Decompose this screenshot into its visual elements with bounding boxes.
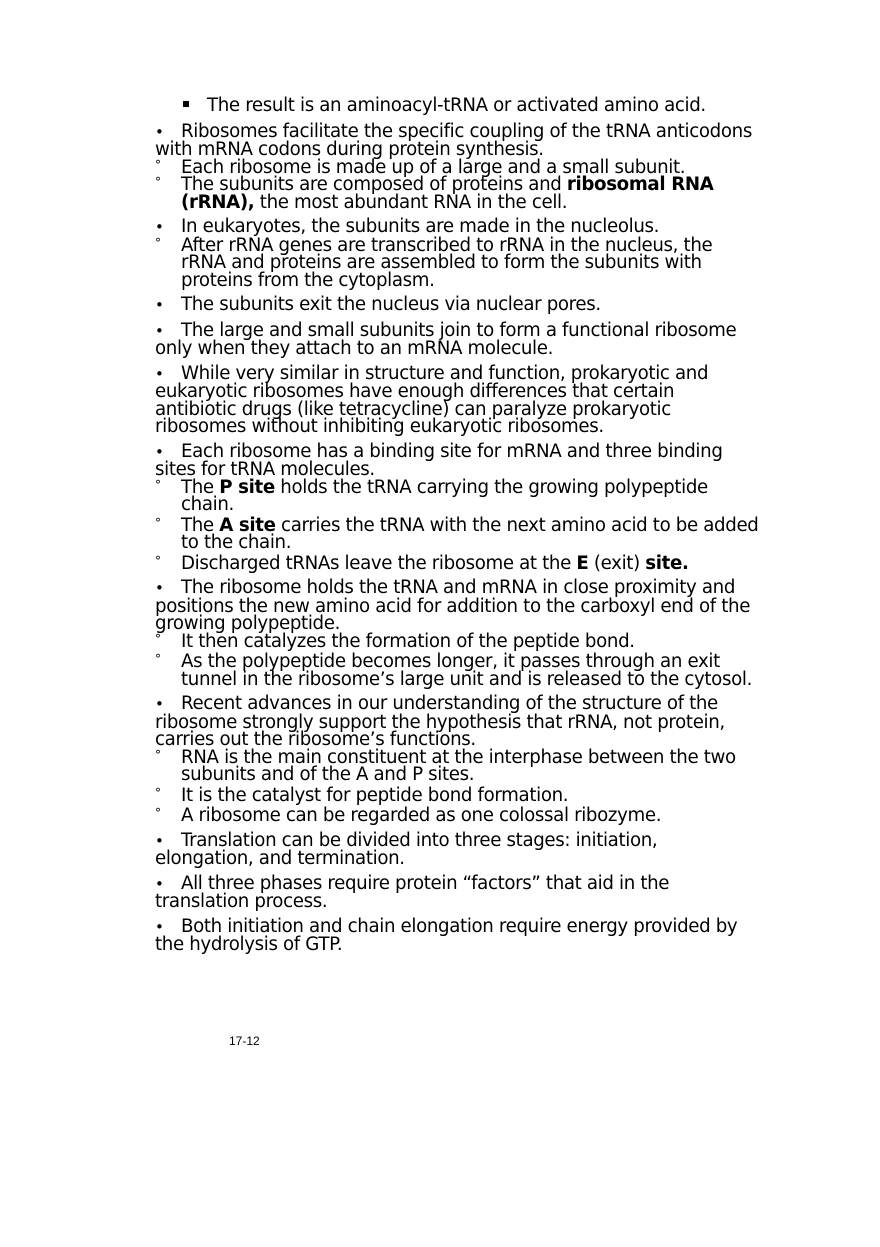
bold-term: E — [576, 552, 589, 574]
sub-item-text: A ribosome can be regarded as one colossal ribozyme. — [181, 805, 662, 826]
sub-item-text: It then catalyzes the formation of the peptide bond. — [181, 630, 635, 652]
square-bullet-icon — [183, 101, 189, 107]
bullet-icon: • — [155, 917, 164, 936]
sub-item-text: Discharged tRNAs leave the ribosome at the — [181, 552, 577, 574]
sub-item — [155, 653, 760, 688]
bullet-paragraph — [155, 296, 760, 315]
paragraph-text: Recent advances in our understanding of the structure of the ribosome strongly support the hypothesis that rRNA, not protein, carries out the ribosome’s functions. — [155, 693, 725, 750]
sub-item-text: carries the tRNA with the next amino acid to be added to the chain. — [181, 514, 759, 553]
degree-bullet-icon: ° — [155, 652, 161, 666]
bullet-paragraph — [155, 319, 760, 359]
bullet-icon: • — [155, 218, 164, 236]
bullet-icon: • — [155, 364, 164, 383]
degree-bullet-icon: ° — [155, 477, 161, 492]
sub-item — [155, 552, 760, 574]
bullet-paragraph — [155, 362, 760, 437]
sub-item-text: The — [181, 514, 220, 536]
square-bullet-item — [155, 97, 760, 115]
bullet-icon: • — [155, 296, 164, 314]
bullet-icon: • — [155, 695, 164, 713]
bullet-icon: • — [155, 442, 164, 461]
sub-item-text: RNA is the main constituent at the interphase between the two subunits and of the A and P sites. — [181, 746, 736, 785]
sub-item — [155, 176, 760, 211]
sub-item — [155, 746, 760, 785]
paragraph-text: All three phases require protein “factors” that aid in the translation process. — [155, 872, 670, 912]
sub-item-text: The — [181, 476, 220, 498]
sub-item-text: (exit) — [588, 552, 646, 574]
bullet-icon: • — [155, 579, 164, 597]
bullet-paragraph — [155, 872, 760, 912]
bold-term: site. — [645, 552, 689, 574]
notes-body — [155, 97, 760, 954]
paragraph-text: The subunits exit the nucleus via nuclear pores. — [181, 294, 601, 315]
bold-term: P site — [219, 476, 275, 498]
sub-item — [155, 807, 760, 825]
sub-item-text: After rRNA genes are transcribed to rRNA in the nucleus, the rRNA and proteins are assembled to form the subunits with proteins from the cytoplasm. — [181, 234, 713, 291]
bullet-icon: • — [155, 874, 164, 893]
bullet-paragraph — [155, 579, 760, 633]
bullet-icon: • — [155, 122, 164, 141]
degree-bullet-icon: ° — [155, 235, 161, 250]
degree-bullet-icon: ° — [155, 785, 161, 800]
bullet-paragraph — [155, 915, 760, 955]
sub-item — [155, 234, 760, 291]
item-text: The result is an aminoacyl-tRNA or activated amino acid. — [207, 95, 706, 116]
paragraph-text: While very similar in structure and function, prokaryotic and eukaryotic ribosomes have enough differences that certain antibiotic drugs (like tetracycline) can paralyze prokaryotic ribosomes without inhibiting eukaryotic ribosomes. — [155, 362, 709, 437]
paragraph-text: Ribosomes facilitate the specific coupling of the tRNA anticodons with mRNA codons during protein synthesis. — [155, 120, 752, 160]
bullet-paragraph — [155, 440, 760, 480]
bullet-paragraph — [155, 120, 760, 160]
sub-item-text: It is the catalyst for peptide bond formation. — [181, 784, 569, 806]
sub-item-text: holds the tRNA carrying the growing polypeptide chain. — [181, 476, 708, 515]
degree-bullet-icon: ° — [155, 631, 161, 646]
sub-item — [155, 630, 760, 652]
page-number: 17-12 — [229, 1034, 260, 1048]
degree-bullet-icon: ° — [155, 515, 161, 530]
paragraph-text: The ribosome holds the tRNA and mRNA in close proximity and positions the new amino acid for addition to the carboxyl end of the growing polypeptide. — [155, 577, 751, 634]
bullet-icon: • — [155, 321, 164, 340]
paragraph-text: In eukaryotes, the subunits are made in the nucleolus. — [181, 216, 660, 237]
bullet-paragraph — [155, 695, 760, 749]
bold-term: A site — [219, 514, 276, 536]
bullet-icon: • — [155, 831, 164, 850]
degree-bullet-icon: ° — [155, 175, 161, 189]
sub-item — [155, 784, 760, 806]
degree-bullet-icon: ° — [155, 553, 161, 568]
degree-bullet-icon: ° — [155, 157, 161, 172]
degree-bullet-icon: ° — [155, 747, 161, 762]
paragraph-text: Translation can be divided into three stages: initiation, elongation, and termination. — [155, 829, 658, 869]
bullet-paragraph — [155, 829, 760, 869]
sub-item-text: As the polypeptide becomes longer, it passes through an exit tunnel in the ribosome’s large unit and is released to the cytosol. — [181, 651, 753, 690]
paragraph-text: Both initiation and chain elongation require energy provided by the hydrolysis of GTP. — [155, 915, 738, 955]
sub-item — [155, 514, 760, 553]
degree-bullet-icon: ° — [155, 806, 161, 820]
sub-item-text: Each ribosome is made up of a large and a small subunit. — [181, 156, 686, 178]
paragraph-text: The large and small subunits join to form a functional ribosome only when they attach to an mRNA molecule. — [155, 319, 737, 359]
bold-term: ribosomal RNA (rRNA), — [181, 174, 714, 213]
sub-item — [155, 476, 760, 515]
sub-item-text: The subunits are composed of proteins and — [181, 174, 567, 195]
sub-item-text: the most abundant RNA in the cell. — [254, 191, 568, 213]
paragraph-text: Each ribosome has a binding site for mRNA and three binding sites for tRNA molecules. — [155, 440, 723, 480]
